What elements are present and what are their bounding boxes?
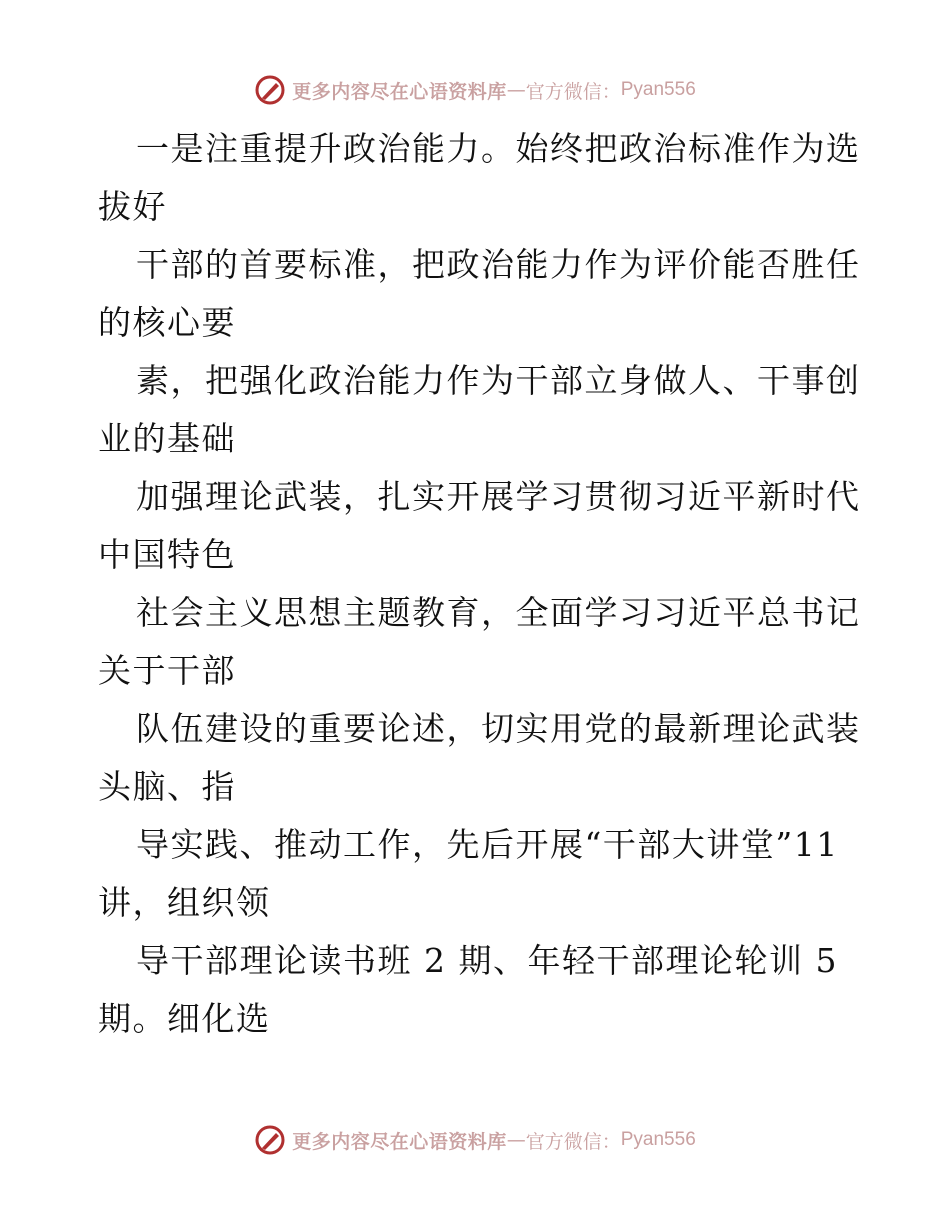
body-line: 干部的首要标准，把政治能力作为评价能否胜任 [136, 245, 861, 284]
banner-official-label: 官方微信： [525, 80, 621, 103]
body-line: 的核心要 [98, 303, 236, 342]
pen-logo-icon [254, 74, 286, 106]
body-line: 队伍建设的重要论述，切实用党的最新理论武装 [136, 709, 861, 748]
body-line: 一是注重提升政治能力。始终把政治标准作为选 [136, 129, 861, 168]
banner-dash: — [506, 1129, 526, 1151]
body-line: 业的基础 [98, 419, 236, 458]
banner-slogan: 更多内容尽在心语资料库 [292, 1130, 507, 1153]
body-line: 社会主义思想主题教育，全面学习习近平总书记 [136, 593, 861, 632]
body-line: 素，把强化政治能力作为干部立身做人、干事创 [136, 361, 861, 400]
body-line: 关于干部 [98, 651, 236, 690]
pen-logo-icon [254, 1124, 286, 1156]
banner-dash: — [506, 79, 526, 101]
header-banner [0, 70, 950, 110]
body-line: 导实践、推动工作，先后开展“干部大讲堂”11 [136, 825, 839, 864]
banner-wechat-id: Pyan556 [620, 79, 696, 100]
banner-official-label: 官方微信： [525, 1130, 621, 1153]
banner-wechat-id: Pyan556 [620, 1129, 696, 1150]
document-body [98, 120, 861, 1048]
body-line: 中国特色 [98, 535, 236, 574]
body-line: 头脑、指 [98, 767, 236, 806]
body-line: 讲，组织领 [98, 883, 271, 922]
footer-banner [0, 1120, 950, 1160]
body-line: 导干部理论读书班 2 期、年轻干部理论轮训 5 [136, 941, 838, 980]
banner-slogan: 更多内容尽在心语资料库 [292, 80, 507, 103]
body-line: 期。细化选 [98, 999, 271, 1038]
body-line: 拔好 [98, 187, 167, 226]
body-line: 加强理论武装，扎实开展学习贯彻习近平新时代 [136, 477, 861, 516]
